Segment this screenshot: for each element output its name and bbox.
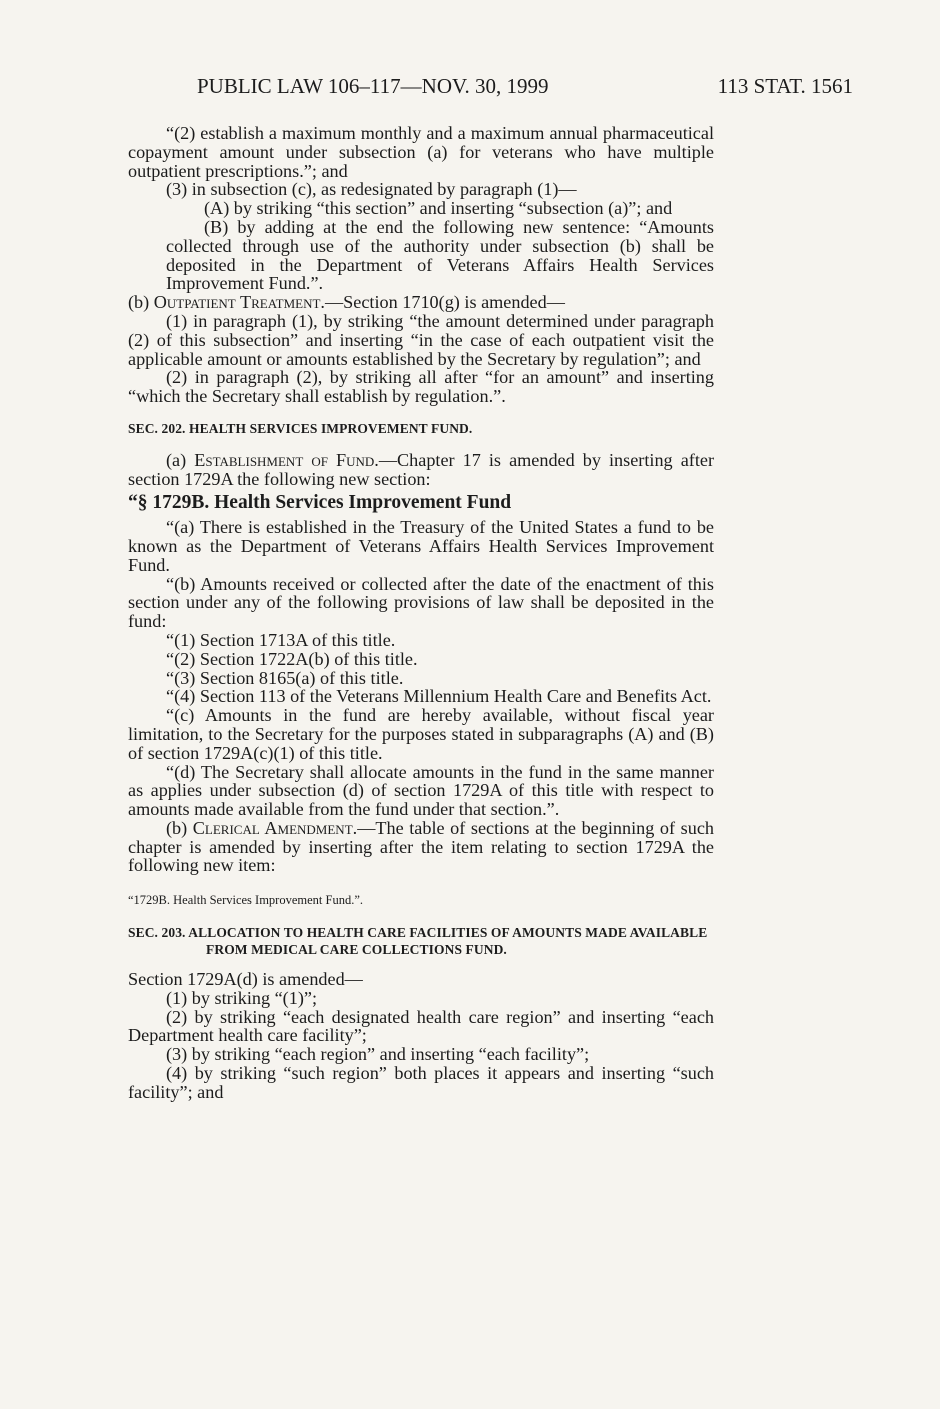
paragraph: (2) in paragraph (2), by striking all after “for an amount” and inserting “which the Secretary shall establish by regulation.”. — [128, 367, 714, 407]
subsection-text: .—Section 1710(g) is amended— — [320, 292, 565, 313]
paragraph: (A) by striking “this section” and inserting “subsection (a)”; and — [204, 198, 673, 219]
paragraph: “(1) Section 1713A of this title. — [166, 629, 396, 650]
page-number: 113 STAT. 1561 — [717, 74, 853, 98]
paragraph: Section 1729A(d) is amended— — [128, 969, 363, 990]
paragraph — [128, 451, 714, 489]
paragraph: “(a) There is established in the Treasury of the United States a fund to be known as the Department of Veterans Affairs Health Services Improvement Fund. — [128, 517, 714, 575]
subsection-text: .—The table of sections at the beginning of such chapter is amended by inserting after the item relating to section 1729A the following new item: — [128, 817, 714, 876]
paragraph: (1) in paragraph (1), by striking “the amount determined under paragraph (2) of this subsection” and inserting “in the case of each outpatient visit the applicable amount or amounts established by the Secretary by regulation”; and — [128, 310, 714, 369]
section-heading-203: SEC. 203. ALLOCATION TO HEALTH CARE FACILITIES OF AMOUNTS MADE AVAILABLE FROM MEDICAL CARE COLLECTIONS FUND. — [128, 925, 708, 958]
paragraph: (3) by striking “each region” and inserting “each facility”; — [166, 1044, 590, 1065]
paragraph: (1) by striking “(1)”; — [166, 987, 318, 1008]
paragraph: “(4) Section 113 of the Veterans Millennium Health Care and Benefits Act. — [166, 686, 712, 707]
subsection-heading: Establishment of Fund — [194, 449, 375, 470]
subsection-text: .—Chapter 17 is amended by inserting after section 1729A the following new section: — [128, 449, 715, 489]
new-section-heading: “§ 1729B. Health Services Improvement Fund — [128, 492, 512, 514]
subsection-label: (a) — [166, 449, 195, 470]
paragraph: (4) by striking “such region” both places it appears and inserting “such facility”; and — [128, 1063, 714, 1102]
page-header — [197, 74, 853, 104]
subsection-label: (b) — [128, 292, 154, 313]
subsection-heading: Clerical Amendment — [192, 817, 353, 838]
paragraph: (B) by adding at the end the following new sentence: “Amounts collected through use of the authority under subsection (b) shall be deposited in the Department of Veterans Affairs Health Services Improvement Fund.”. — [166, 216, 714, 294]
paragraph: “(b) Amounts received or collected after the date of the enactment of this section under any of the following provisions of law shall be deposited in the fund: — [128, 573, 714, 632]
paragraph: “(2) establish a maximum monthly and a maximum annual pharmaceutical copayment amount under subsection (a) for veterans who have multiple outpatient prescriptions.”; and — [128, 123, 714, 181]
paragraph: “(d) The Secretary shall allocate amounts in the fund in the same manner as applies under subsection (d) of section 1729A of this title with respect to amounts made available from the fund under that section.”. — [128, 761, 714, 820]
paragraph — [128, 819, 714, 875]
page-body — [128, 124, 714, 1102]
subsection-heading: Outpatient Treatment — [153, 292, 321, 313]
running-head: PUBLIC LAW 106–117—NOV. 30, 1999 — [197, 74, 549, 98]
paragraph — [128, 293, 714, 312]
paragraph: (2) by striking “each designated health care region” and inserting “each Department health care facility”; — [128, 1006, 714, 1046]
paragraph: “(c) Amounts in the fund are hereby available, without fiscal year limitation, to the Secretary for the purposes stated in subparagraphs (A) and (B) of section 1729A(c)(1) of this title. — [128, 705, 714, 763]
paragraph: “(2) Section 1722A(b) of this title. — [166, 648, 418, 669]
section-heading-202: SEC. 202. HEALTH SERVICES IMPROVEMENT FUND. — [128, 420, 473, 436]
paragraph: “(3) Section 8165(a) of this title. — [166, 667, 404, 688]
paragraph: (3) in subsection (c), as redesignated by paragraph (1)— — [166, 179, 577, 200]
table-of-sections-item: “1729B. Health Services Improvement Fund.”. — [128, 893, 364, 908]
subsection-label: (b) — [166, 817, 193, 838]
